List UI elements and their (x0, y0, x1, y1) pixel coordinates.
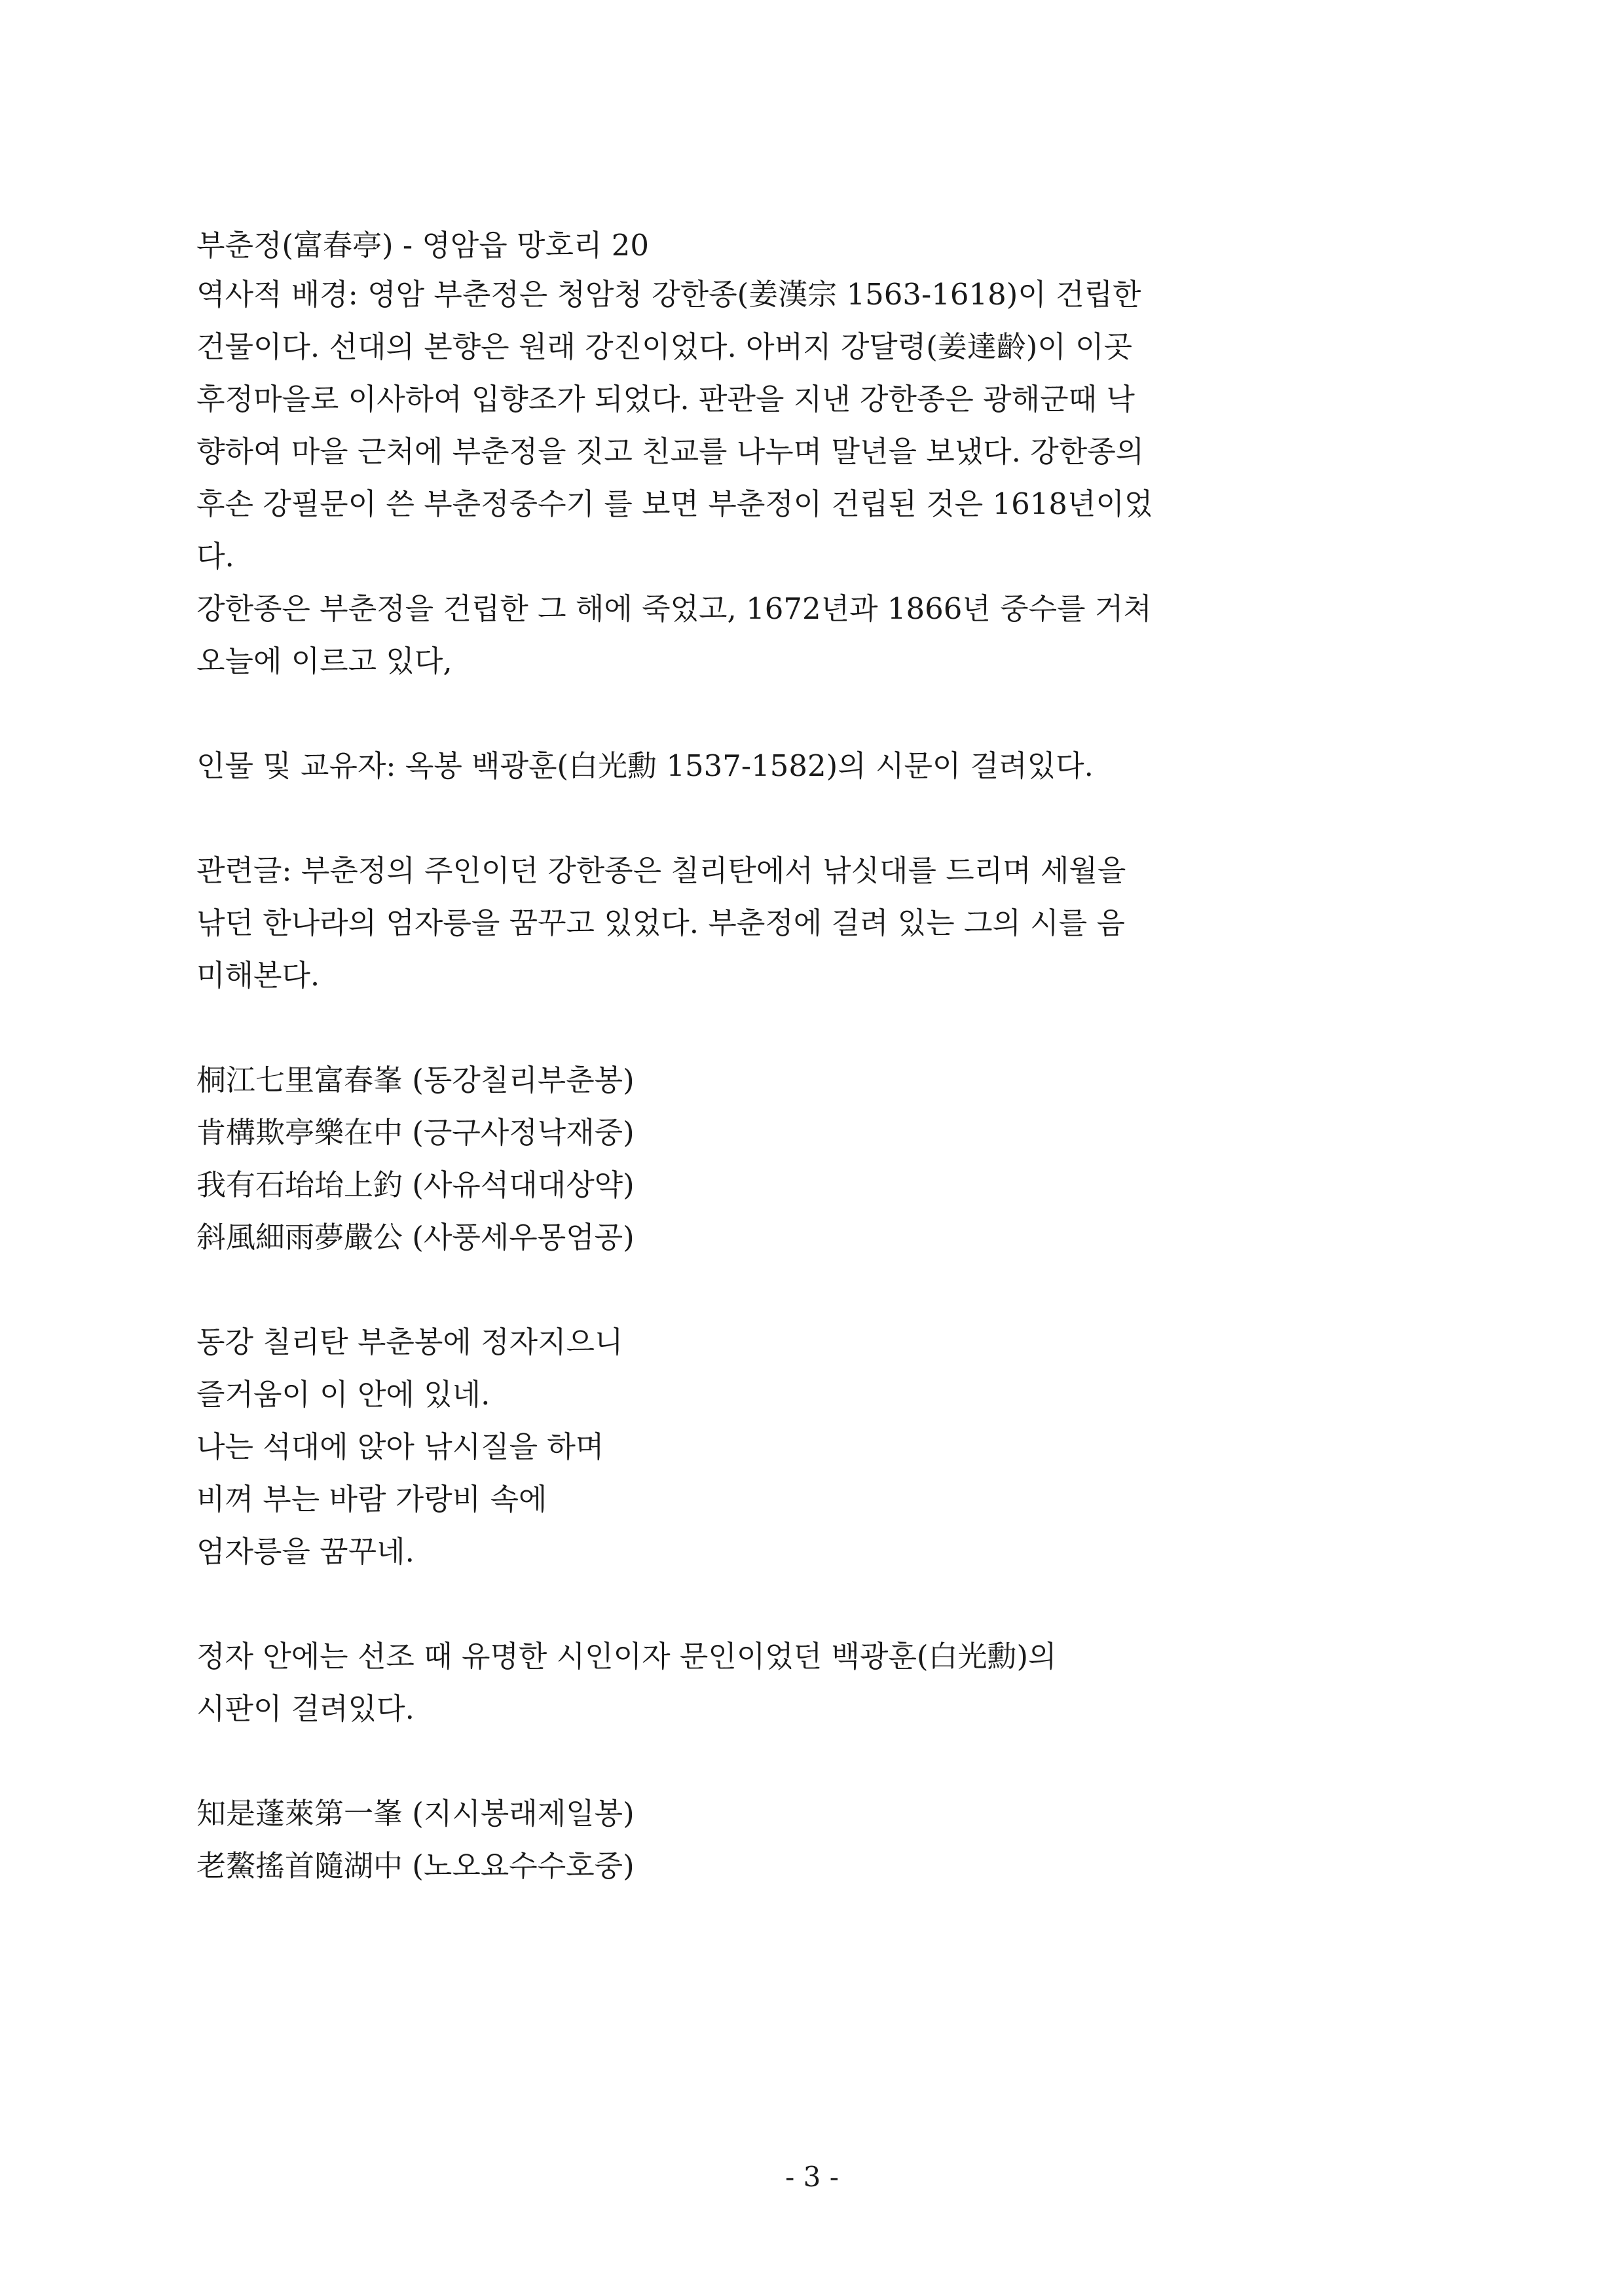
history-line: 후손 강필문이 쓴 부춘정중수기 를 보면 부춘정이 건립된 것은 1618년이었 (196, 487, 1153, 521)
death-line: 오늘에 이르고 있다, (196, 644, 452, 678)
poem-hanja-block (196, 1054, 1428, 1264)
spacer (196, 1002, 1428, 1054)
spacer (196, 1578, 1428, 1630)
poem2-hanja-line: 知是蓬萊第一峯 (지시봉래제일봉) (196, 1796, 635, 1831)
poem2-hanja-line: 老鰲搖首隨湖中 (노오요수수호중) (196, 1848, 635, 1883)
related-line: 미해본다. (196, 958, 320, 993)
death-paragraph (196, 583, 1428, 688)
poem-hanja-line: 肯構欺亭樂在中 (긍구사정낙재중) (196, 1115, 635, 1150)
history-line: 향하여 마을 근처에 부춘정을 짓고 친교를 나누며 말년을 보냈다. 강한종의 (196, 434, 1145, 469)
death-line: 강한종은 부춘정을 건립한 그 해에 죽었고, 1672년과 1866년 중수를 거쳐 (196, 591, 1152, 626)
poem-korean-line: 엄자릉을 꿈꾸네. (196, 1534, 415, 1569)
plaque-line: 정자 안에는 선조 때 유명한 시인이자 문인이었던 백광훈(白光勳)의 (196, 1639, 1057, 1674)
document-page (196, 223, 1428, 1892)
related-paragraph (196, 845, 1428, 1002)
history-line: 후정마을로 이사하여 입향조가 되었다. 판관을 지낸 강한종은 광해군때 낙 (196, 382, 1135, 416)
spacer (196, 792, 1428, 845)
poem-hanja-line: 我有石坮坮上釣 (사유석대대상약) (196, 1167, 635, 1202)
spacer (196, 1264, 1428, 1316)
people-paragraph: 인물 및 교유자: 옥봉 백광훈(白光勳 1537-1582)의 시문이 걸려있다. (196, 748, 1094, 783)
poem-korean-line: 동강 칠리탄 부춘봉에 정자지으니 (196, 1325, 623, 1359)
related-line: 관련글: 부춘정의 주인이던 강한종은 칠리탄에서 낚싯대를 드리며 세월을 (196, 853, 1126, 888)
poem-korean-line: 즐거움이 이 안에 있네. (196, 1377, 490, 1412)
plaque-paragraph (196, 1630, 1428, 1735)
poem-korean-block (196, 1316, 1428, 1578)
poem-hanja-line: 斜風細雨夢嚴公 (사풍세우몽엄공) (196, 1220, 635, 1255)
page-number: - 3 - (785, 2161, 839, 2193)
spacer (196, 688, 1428, 740)
plaque-line: 시판이 걸려있다. (196, 1691, 415, 1726)
poem-korean-line: 비껴 부는 바람 가랑비 속에 (196, 1482, 547, 1516)
history-line: 건물이다. 선대의 본향은 원래 강진이었다. 아버지 강달령(姜達齡)이 이곳 (196, 329, 1133, 364)
history-line: 역사적 배경: 영암 부춘정은 청암청 강한종(姜漢宗 1563-1618)이 건립한 (196, 277, 1141, 312)
poem-hanja-line: 桐江七里富春峯 (동강칠리부춘봉) (196, 1063, 635, 1097)
poem2-hanja-block (196, 1788, 1428, 1892)
history-paragraph (196, 268, 1428, 583)
poem-korean-line: 나는 석대에 앉아 낚시질을 하며 (196, 1429, 604, 1464)
spacer (196, 1735, 1428, 1788)
history-line: 다. (196, 539, 234, 574)
related-line: 낚던 한나라의 엄자릉을 꿈꾸고 있었다. 부춘정에 걸려 있는 그의 시를 음 (196, 906, 1125, 940)
document-title: 부춘정(富春亭) - 영암읍 망호리 20 (196, 228, 650, 263)
